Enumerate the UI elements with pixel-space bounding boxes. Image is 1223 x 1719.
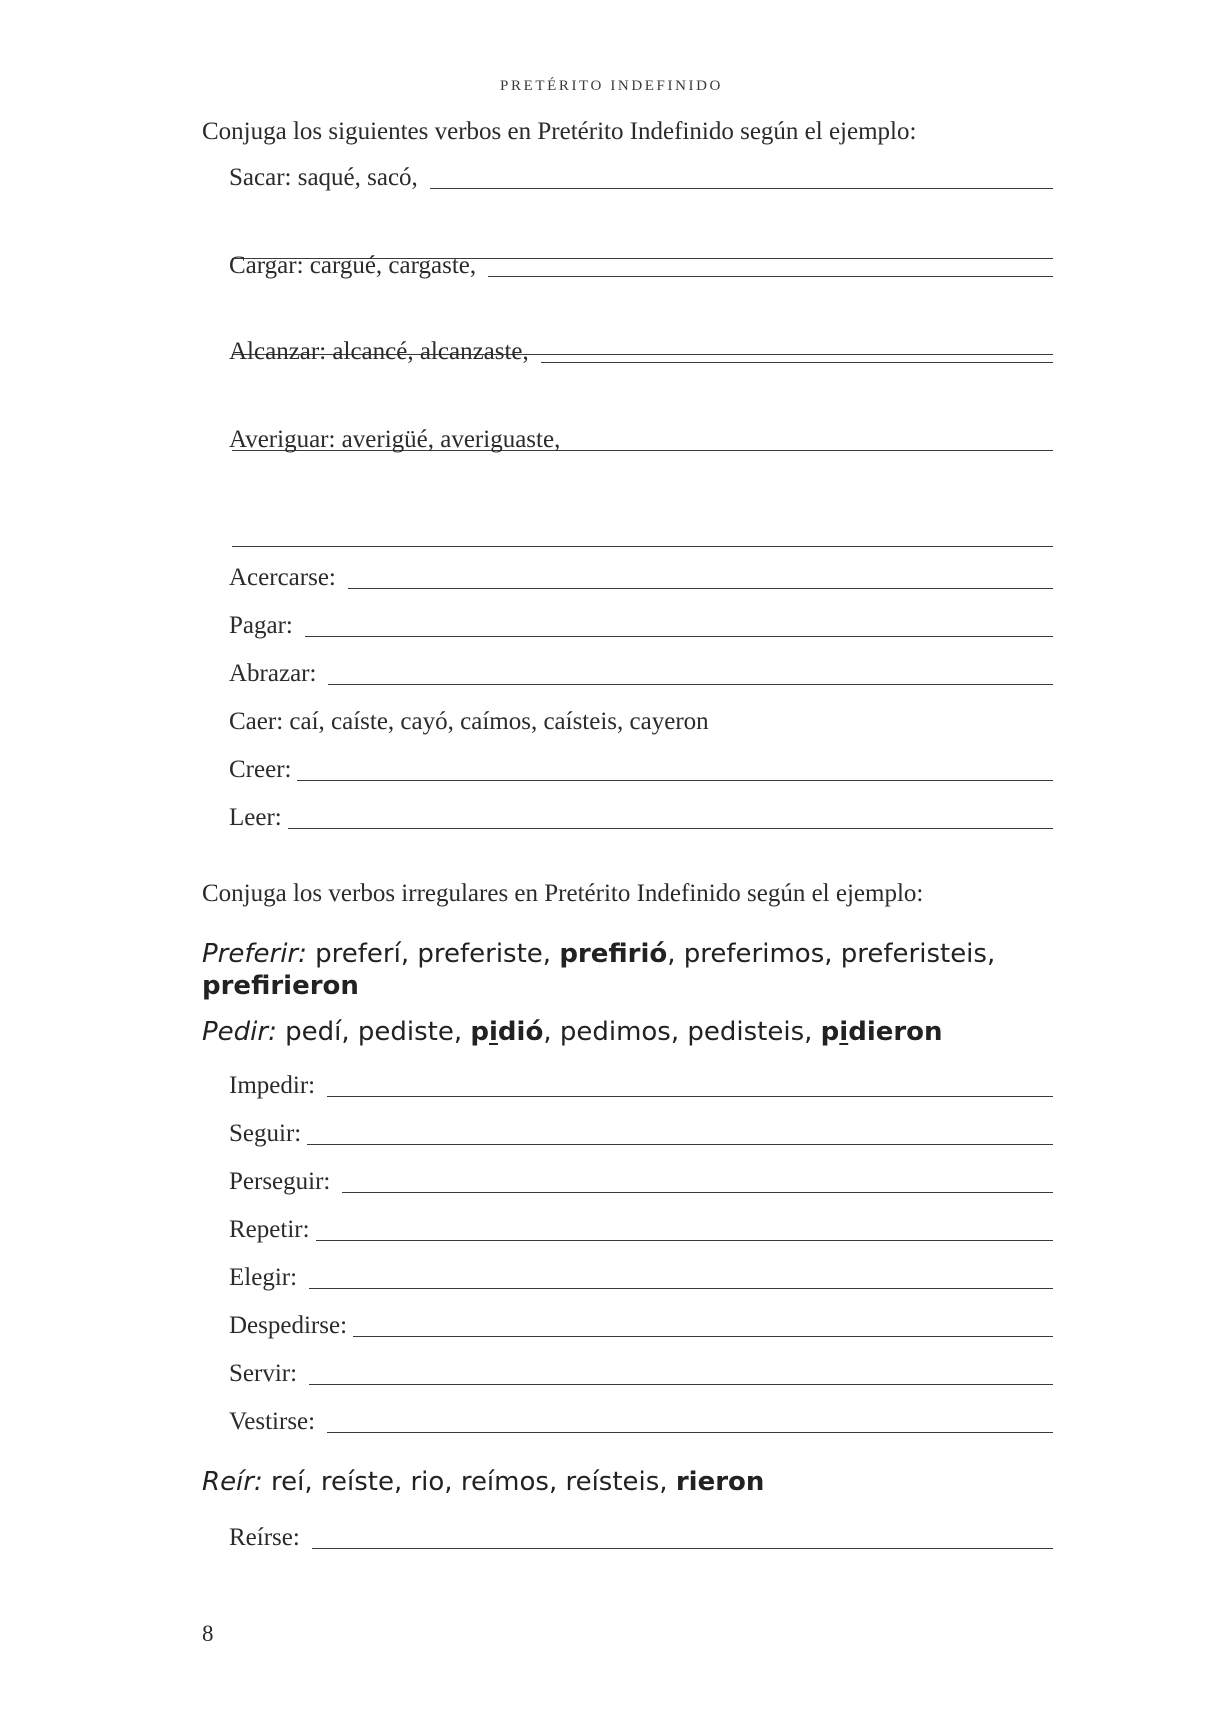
answer-blank[interactable] <box>541 342 1053 363</box>
example-bold-form: prefirieron <box>202 971 359 1001</box>
example-verb: Pedir: <box>202 1017 277 1047</box>
exercise-row-sacar <box>229 164 1053 192</box>
answer-blank[interactable] <box>316 1220 1053 1241</box>
verb-label: Repetir: <box>229 1216 310 1243</box>
running-header: PRETÉRITO INDEFINIDO <box>500 78 723 94</box>
exercise-row-impedir <box>229 1072 1053 1100</box>
answer-blank[interactable] <box>353 1316 1053 1337</box>
verb-label: Reírse: <box>229 1524 300 1551</box>
exercise-row-acercarse <box>229 564 1053 592</box>
instruction-1: Conjuga los siguientes verbos en Pretérito Indefinido según el ejemplo: <box>202 118 917 145</box>
exercise-row-cargar <box>229 252 1053 280</box>
answer-blank-continuation[interactable] <box>232 546 1053 547</box>
example-forms: , pedimos, pedisteis, <box>543 1017 821 1047</box>
answer-blank[interactable] <box>488 256 1053 277</box>
verb-label: Cargar: cargué, cargaste, <box>229 252 477 279</box>
answer-blank[interactable] <box>348 568 1053 589</box>
answer-blank[interactable] <box>288 808 1053 829</box>
exercise-row-leer <box>229 804 1053 832</box>
answer-blank[interactable] <box>307 1124 1053 1145</box>
verb-label: Seguir: <box>229 1120 302 1147</box>
answer-blank[interactable] <box>572 430 1053 451</box>
answer-blank[interactable] <box>309 1364 1053 1385</box>
answer-blank[interactable] <box>430 168 1053 189</box>
answer-blank[interactable] <box>305 616 1053 637</box>
example-bold-form: pidió <box>470 1017 544 1047</box>
example-bold-form: pidieron <box>820 1017 943 1047</box>
exercise-row-alcanzar <box>229 338 1053 366</box>
exercise-row-perseguir <box>229 1168 1053 1196</box>
answer-blank[interactable] <box>309 1268 1053 1289</box>
example-verb: Preferir: <box>202 939 307 969</box>
example-forms: preferí, preferiste, <box>306 939 560 969</box>
answer-blank[interactable] <box>297 760 1053 781</box>
verb-label: Sacar: saqué, sacó, <box>229 164 418 191</box>
exercise-row-abrazar <box>229 660 1053 688</box>
verb-label: Vestirse: <box>229 1408 316 1435</box>
exercise-row-servir <box>229 1360 1053 1388</box>
verb-label: Pagar: <box>229 612 293 639</box>
answer-blank[interactable] <box>342 1172 1053 1193</box>
verb-label: Abrazar: <box>229 660 317 687</box>
exercise-row-pagar <box>229 612 1053 640</box>
example-bold-form: prefirió <box>559 939 668 969</box>
example-forms: pedí, pediste, <box>276 1017 471 1047</box>
exercise-row-creer <box>229 756 1053 784</box>
exercise-row-despedirse <box>229 1312 1053 1340</box>
caer-example: Caer: caí, caíste, cayó, caímos, caísteis, cayeron <box>229 708 709 735</box>
verb-label: Servir: <box>229 1360 298 1387</box>
answer-blank[interactable] <box>328 664 1053 685</box>
verb-label: Alcanzar: alcancé, alcanzaste, <box>229 338 529 365</box>
verb-label: Leer: <box>229 804 282 831</box>
answer-blank[interactable] <box>312 1528 1053 1549</box>
example-verb: Reír: <box>202 1467 263 1497</box>
verb-label: Perseguir: <box>229 1168 331 1195</box>
exercise-row-repetir <box>229 1216 1053 1244</box>
reir-example <box>202 1466 1023 1498</box>
exercise-row-seguir <box>229 1120 1053 1148</box>
answer-blank[interactable] <box>327 1076 1053 1097</box>
example-forms: , preferimos, preferisteis, <box>667 939 996 969</box>
page-number: 8 <box>202 1621 214 1646</box>
verb-label: Despedirse: <box>229 1312 348 1339</box>
preferir-example <box>202 938 1023 1002</box>
answer-blank[interactable] <box>327 1412 1053 1433</box>
verb-label: Impedir: <box>229 1072 316 1099</box>
instruction-2: Conjuga los verbos irregulares en Pretérito Indefinido según el ejemplo: <box>202 880 924 907</box>
example-forms: reí, reíste, rio, reímos, reísteis, <box>262 1467 676 1497</box>
pedir-example <box>202 1016 1223 1048</box>
exercise-row-averiguar <box>229 426 1053 454</box>
example-bold-form: rieron <box>675 1467 765 1497</box>
exercise-row-elegir <box>229 1264 1053 1292</box>
verb-label: Averiguar: averigüé, averiguaste, <box>229 426 561 453</box>
verb-label: Elegir: <box>229 1264 298 1291</box>
exercise-row-vestirse <box>229 1408 1053 1436</box>
verb-label: Creer: <box>229 756 292 783</box>
verb-label: Acercarse: <box>229 564 336 591</box>
exercise-row-reirse <box>229 1524 1053 1552</box>
